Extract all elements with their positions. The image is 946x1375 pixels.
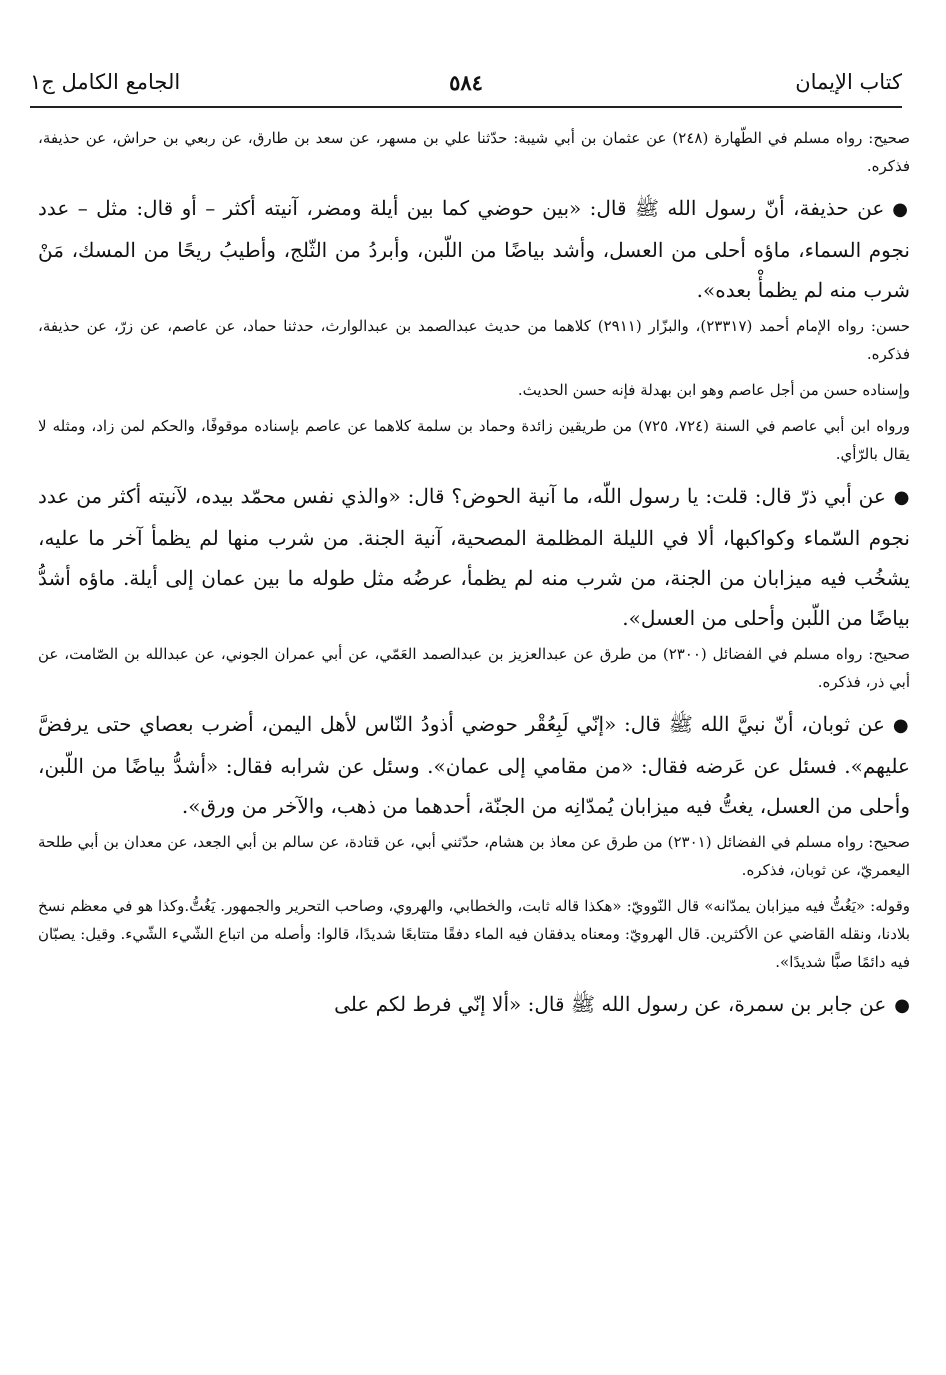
takhrij-note: صحيح: رواه مسلم في الطّهارة (٢٤٨) عن عثمان بن أبي شيبة: حدّثنا علي بن مسهر، عن سعد بن طارق، عن ربعي بن حراش، عن حذيفة، فذكره. [38,129,910,175]
page-number: ٥٨٤ [449,70,483,95]
hadith-paragraph: ●عن جابر بن سمرة، عن رسول الله ﷺ قال: «ألا إنّي فرط لكم على [334,992,910,1016]
bullet-icon: ● [893,487,910,508]
page-header [30,62,902,108]
page-body [38,124,910,1028]
hadith-paragraph: ●عن أبي ذرّ قال: قلت: يا رسول اللّه، ما آنية الحوض؟ قال: «والذي نفس محمّد بيده، لآنيته أكثر من عدد نجوم السّماء وكواكبها، ألا في الليلة المظلمة المصحية، آنية الجنة. من شرب منها لم يظمأ آخر ما عليه، يشخُب فيه ميزابان من الجنة، من شرب منه لم يظمأ، عرضُه مثل طوله ما بين عمان إلى أيلة. ماؤه أشدُّ بياضًا من اللّبن وأحلى من العسل». [38,484,910,630]
volume-title: الجامع الكامل ج١ [30,70,181,94]
commentary-note: وإسناده حسن من أجل عاصم وهو ابن بهدلة فإنه حسن الحديث. [517,381,910,399]
commentary-note: وقوله: «يَغُتُّ فيه ميزابان يمدّانه» قال النّوويّ: «هكذا قاله ثابت، والخطابي، والهروي، وصاحب التحرير والجمهور. يَغُتُّ.وكذا هو في معظم نسخ بلادنا، ونقله القاضي عن الأكثرين. قال الهرويّ: ومعناه يدفقان فيه الماء دفقًا متتابعًا شديدًا، قالوا: وأصله من اتباع الشّيء الشّيء. وقيل: يصبّان فيه دائمًا صبًّا شديدًا». [38,897,910,971]
book-title: كتاب الإيمان [795,70,902,94]
hadith-paragraph: ●عن حذيفة، أنّ رسول الله ﷺ قال: «بين حوضي كما بين أيلة ومضر، آنيته أكثر – أو قال: مثل – عدد نجوم السماء، ماؤه أحلى من العسل، وأشد بياضًا من اللّبن، وأبردُ من الثّلج، وأطيبُ ريحًا من المسك، مَنْ شرب منه لم يظمأْ بعده». [38,196,910,302]
takhrij-note: حسن: رواه الإمام أحمد (٢٣٣١٧)، والبزّار (٢٩١١) كلاهما من حديث عبدالصمد بن عبدالوارث، حدثنا حماد، عن عاصم، عن زرّ، عن حذيفة، فذكره. [38,317,911,363]
bullet-icon: ● [892,715,910,736]
takhrij-note: صحيح: رواه مسلم في الفضائل (٢٣٠٠) من طرق عن عبدالعزيز بن عبدالصمد العَمّي، عن أبي عمران الجوني، عن عبدالله بن الصّامت، عن أبي ذر، فذكره. [38,645,910,691]
bullet-icon: ● [892,199,910,220]
takhrij-note: صحيح: رواه مسلم في الفضائل (٢٣٠١) من طرق عن معاذ بن هشام، حدّثني أبي، عن قتادة، عن سالم بن أبي الجعد، عن معدان بن أبي طلحة اليعمريّ، عن ثوبان، فذكره. [38,833,910,879]
bullet-icon: ● [894,995,910,1016]
commentary-note: ورواه ابن أبي عاصم في السنة (٧٢٤، ٧٢٥) من طريقين زائدة وحماد بن سلمة كلاهما عن عاصم بإسناده موقوفًا، والحكم لمن زاد، ومثله لا يقال بالرّأي. [38,417,911,463]
hadith-paragraph: ●عن ثوبان، أنّ نبيَّ الله ﷺ قال: «إنّي لَبِعُقْر حوضي أذودُ النّاس لأهل اليمن، أضرب بعصاي حتى يرفضَّ عليهم». فسئل عن عَرضه فقال: «من مقامي إلى عمان». وسئل عن شرابه فقال: «أشدُّ بياضًا من اللّبن، وأحلى من العسل، يغتُّ فيه ميزابان يُمدّانِه من الجنّة، أحدهما من ذهب، والآخر من ورق». [38,712,910,818]
